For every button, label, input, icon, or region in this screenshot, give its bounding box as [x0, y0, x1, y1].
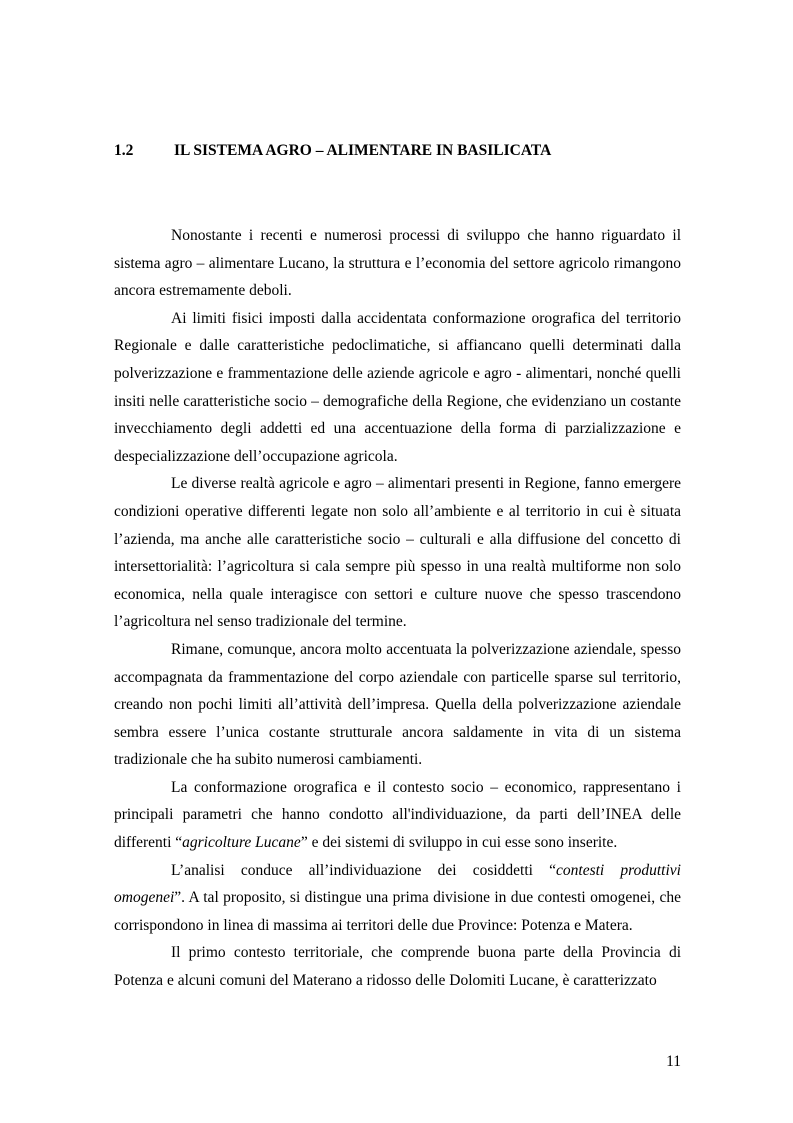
paragraph — [114, 774, 681, 857]
paragraph — [114, 939, 681, 994]
text-segment: Il primo contesto territoriale, che comprende buona parte della Provincia di Potenza e alcuni comuni del Materano a ridosso delle Dolomiti Lucane, è caratterizzato — [114, 944, 681, 990]
italic-phrase: contesti produttivi omogenei — [114, 861, 681, 907]
text-segment: Rimane, comunque, ancora molto accentuata la polverizzazione aziendale, spesso accompagnata da frammentazione del corpo aziendale con particelle sparse sul territorio, creando non pochi limiti all’attività dell’impresa. Quella della polverizzazione aziendale sembra essere l’unica costante strutturale ancora saldamente in vita di un sistema tradizionale che ha subito numerosi cambiamenti. — [114, 640, 681, 769]
paragraph — [114, 636, 681, 774]
paragraph — [114, 222, 681, 305]
text-segment: L’analisi conduce all’individuazione dei cosiddetti “ — [171, 861, 557, 879]
section-title: IL SISTEMA AGRO – ALIMENTARE IN BASILICATA — [174, 142, 552, 159]
paragraph — [114, 470, 681, 636]
section-number: 1.2 — [114, 142, 134, 159]
paragraph — [114, 305, 681, 471]
body-text — [114, 222, 681, 995]
paragraph — [114, 857, 681, 940]
text-segment: ”. A tal proposito, si distingue una prima divisione in due contesti omogenei, che corrispondono in linea di massima ai territori delle due Province: Potenza e Matera. — [114, 889, 681, 934]
text-segment: Le diverse realtà agricole e agro – alimentari presenti in Regione, fanno emergere condizioni operative differenti legate non solo all’ambiente e al territorio in cui è situata l’azienda, ma anche alle caratteristiche socio – culturali e alla diffusione del concetto di intersettorialità: l’agricoltura si cala sempre più spesso in una realtà multiforme non solo economica, nella quale interagisce con settori e culture nuove che spesso trascendono l’agricoltura nel senso tradizionale del termine. — [114, 475, 681, 631]
italic-phrase: agricolture Lucane — [182, 834, 301, 852]
page-number: 11 — [666, 1053, 681, 1070]
section-heading — [114, 141, 714, 161]
text-segment: Ai limiti fisici imposti dalla accidentata conformazione orografica del territorio Regionale e dalle caratteristiche pedoclimatiche, si affiancano quelli determinati dalla polverizzazione e frammentazione delle aziende agricole e agro - alimentari, nonché quelli insiti nelle caratteristiche socio – demografiche della Regione, che evidenziano un costante invecchiamento degli addetti ed una accentuazione della forma di parzializzazione e despecializzazione dell’occupazione agricola. — [114, 309, 681, 465]
text-segment: La conformazione orografica e il contesto socio – economico, rappresentano i principali parametri che hanno condotto all'individuazione, da parti dell’INEA delle differenti “ — [114, 778, 681, 852]
text-segment: Nonostante i recenti e numerosi processi di sviluppo che hanno riguardato il sistema agro – alimentare Lucano, la struttura e l’economia del settore agricolo rimangono ancora estremamente deboli. — [114, 227, 681, 300]
text-segment: ” e dei sistemi di sviluppo in cui esse sono inserite. — [300, 834, 618, 852]
